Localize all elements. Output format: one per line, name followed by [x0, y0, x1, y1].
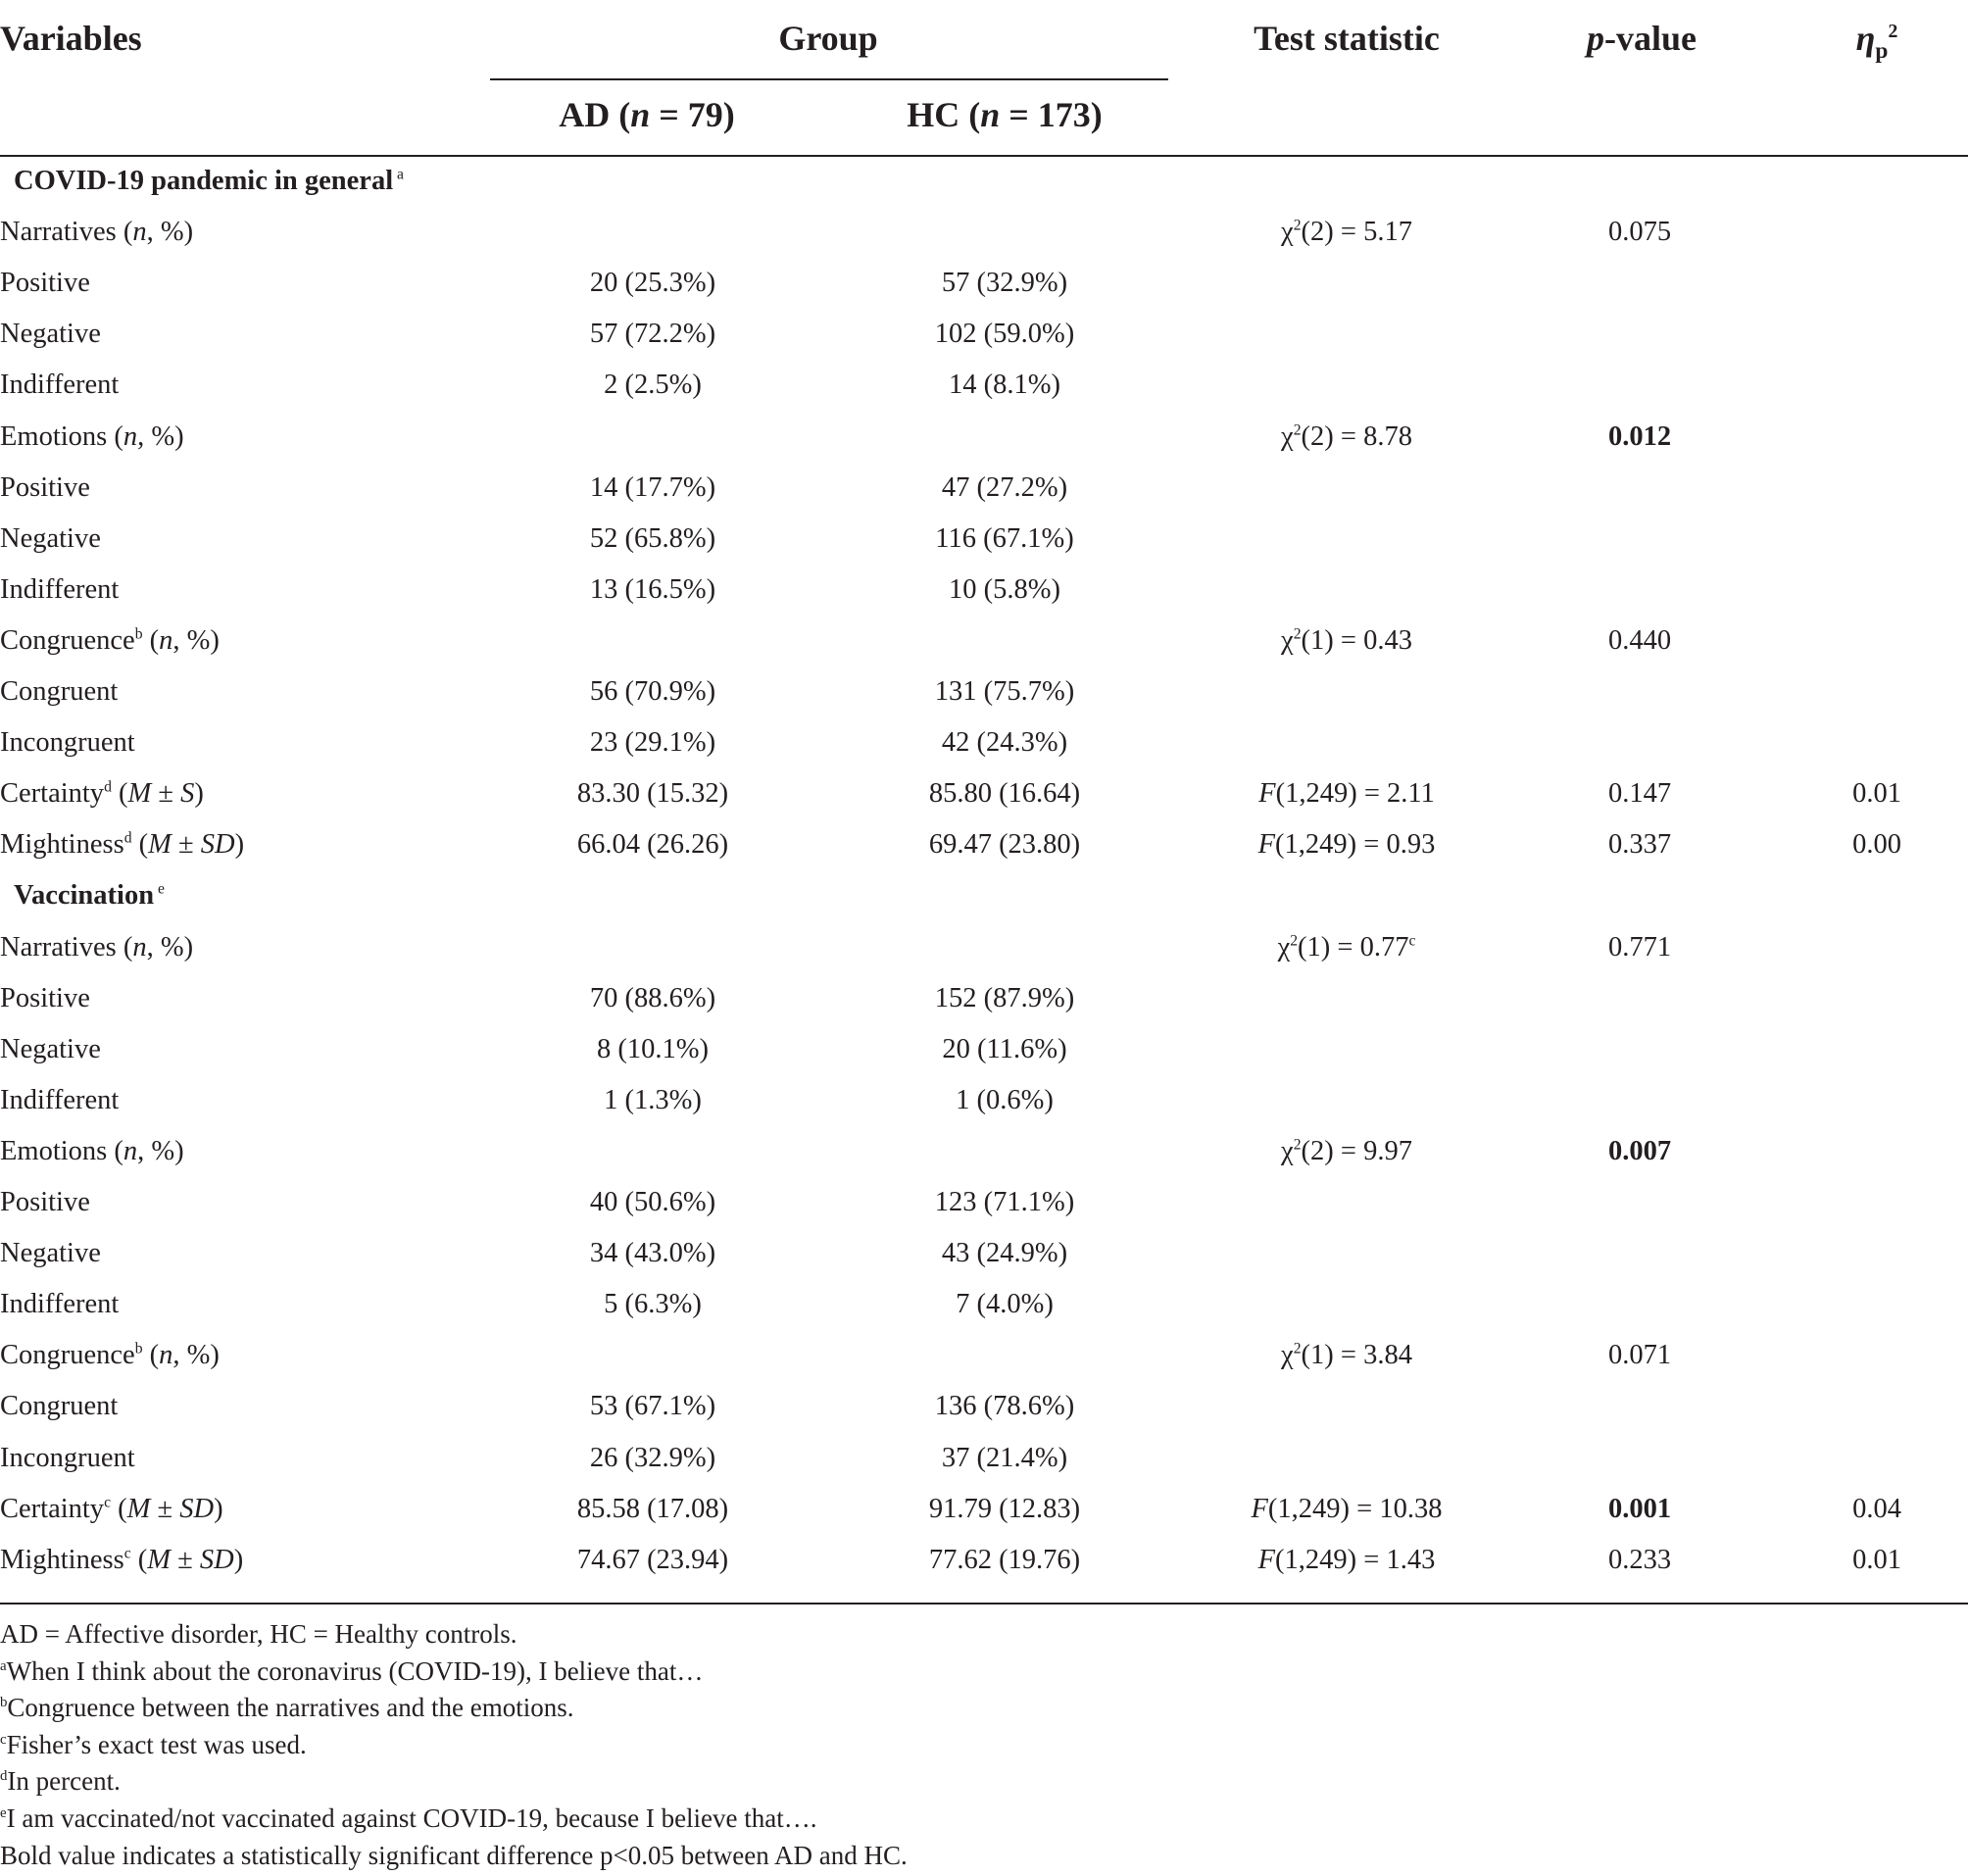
row-label: Emotions (n, %) [0, 420, 184, 452]
p-value: 0.440 [1607, 624, 1672, 656]
row-label: Positive [0, 471, 90, 503]
footnote: Bold value indicates a statistically significant difference p<0.05 between AD and HC. [0, 1840, 908, 1870]
ad-value: 1 (1.3%) [604, 1084, 702, 1115]
ad-value: 13 (16.5%) [589, 573, 716, 605]
hc-value: 47 (27.2%) [941, 471, 1068, 503]
ad-value: 53 (67.1%) [589, 1391, 716, 1422]
hc-value: = 173) [1000, 95, 1103, 134]
ad-value: 2 (2.5%) [604, 370, 702, 401]
footnote: $^e$I am vaccinated/not vaccinated against COVID-19, because I believe that…. [0, 1803, 817, 1833]
hc-value: 57 (32.9%) [941, 268, 1068, 299]
test-statistic: $\chi^2(1) = 0.43$ [1281, 624, 1412, 656]
hc-value: 152 (87.9%) [934, 982, 1075, 1013]
ad-value: 56 (70.9%) [589, 676, 716, 707]
hc-value: 1 (0.6%) [956, 1084, 1054, 1115]
hc-value: 69.47 (23.80) [928, 829, 1081, 861]
hc-value: 43 (24.9%) [941, 1238, 1068, 1269]
eta-value: 0.01 [1852, 1544, 1901, 1575]
ad-value: 83.30 (15.32) [576, 778, 729, 810]
ad-value: 14 (17.7%) [589, 471, 716, 503]
row-label: Positive [0, 1187, 90, 1217]
header-eta [1855, 18, 1898, 65]
row-label: Negative [0, 319, 101, 350]
header-test-statistic: Test statistic [1254, 19, 1440, 58]
header-variables: Variables [0, 19, 142, 58]
row-label: Certainty$^c$ (M ± SD) [0, 1493, 223, 1524]
row-label: Indifferent [0, 573, 120, 605]
row-label: Congruence$^b$ (n, %) [0, 1340, 220, 1371]
row-label: Negative [0, 522, 101, 554]
test-statistic: F(1,249) = 1.43 [1257, 1544, 1436, 1575]
ad-value: 20 (25.3%) [589, 268, 716, 299]
hc-value: 123 (71.1%) [934, 1187, 1075, 1217]
p-value: 0.001 [1607, 1493, 1672, 1524]
section-title: Vaccination $^e$ [14, 880, 165, 912]
row-label: Mightiness$^d$ (M ± SD) [0, 829, 245, 861]
hc-value: 10 (5.8%) [949, 573, 1060, 605]
test-statistic: $\chi^2(2) = 9.97$ [1281, 1135, 1412, 1166]
p-value: 0.071 [1607, 1340, 1672, 1371]
ad-value: 40 (50.6%) [589, 1187, 716, 1217]
footnote: $^a$When I think about the coronavirus (COVID-19), I believe that… [0, 1655, 704, 1686]
row-label: Indifferent [0, 1084, 120, 1115]
hc-value: 85.80 (16.64) [928, 778, 1081, 810]
ad-value: 70 (88.6%) [589, 982, 716, 1013]
ad-value: 8 (10.1%) [597, 1033, 709, 1064]
hc-value: 91.79 (12.83) [928, 1493, 1081, 1524]
hc-value: 136 (78.6%) [934, 1391, 1075, 1422]
hc-label: HC ( [907, 95, 981, 134]
test-statistic: F(1,249) = 10.38 [1251, 1493, 1443, 1524]
header-p-value [1587, 18, 1697, 59]
ad-n: n [630, 95, 651, 134]
hc-value: 14 (8.1%) [949, 370, 1060, 401]
row-label: Emotions (n, %) [0, 1135, 184, 1166]
p-value: 0.075 [1607, 217, 1672, 248]
test-statistic: $\chi^2(2) = 5.17$ [1281, 217, 1412, 248]
hc-value: 116 (67.1%) [935, 522, 1074, 554]
test-statistic: F(1,249) = 0.93 [1257, 829, 1436, 861]
hc-value: 20 (11.6%) [942, 1033, 1067, 1064]
row-label: Mightiness$^c$ (M ± SD) [0, 1544, 244, 1575]
test-statistic: F(1,249) = 2.11 [1258, 778, 1435, 810]
hc-value: 102 (59.0%) [934, 319, 1075, 350]
header-group: Group [778, 19, 878, 58]
eta-value: 0.01 [1852, 778, 1901, 810]
test-statistic: $\chi^2(2) = 8.78$ [1281, 420, 1412, 452]
row-label: Negative [0, 1033, 101, 1064]
header-bottom-rule [0, 155, 1968, 157]
row-label: Incongruent [0, 727, 135, 759]
ad-value: 66.04 (26.26) [576, 829, 729, 861]
hc-value: 7 (4.0%) [956, 1289, 1054, 1320]
ad-value: 74.67 (23.94) [576, 1544, 729, 1575]
ad-value: = 79) [650, 95, 735, 134]
test-statistic: $\chi^2(1) = 3.84$ [1281, 1340, 1412, 1371]
group-rule [490, 78, 1168, 80]
footnote: $^c$Fisher’s exact test was used. [0, 1729, 307, 1759]
header-ad [559, 94, 735, 135]
hc-n: n [980, 95, 1001, 134]
row-label: Congruence$^b$ (n, %) [0, 624, 220, 656]
row-label: Certainty$^d$ (M ± S) [0, 778, 204, 810]
row-label: Indifferent [0, 1289, 120, 1320]
table-bottom-rule [0, 1603, 1968, 1604]
p-italic: p [1587, 19, 1604, 58]
eta-value: 0.00 [1852, 829, 1901, 861]
section-title: COVID-19 pandemic in general $^a$ [14, 166, 404, 196]
hc-value: 131 (75.7%) [934, 676, 1075, 707]
eta-value: 0.04 [1852, 1493, 1901, 1524]
ad-value: 57 (72.2%) [589, 319, 716, 350]
footnote: AD = Affective disorder, HC = Healthy controls. [0, 1619, 517, 1649]
eta-sub: p [1875, 38, 1889, 65]
ad-value: 85.58 (17.08) [576, 1493, 729, 1524]
ad-value: 5 (6.3%) [604, 1289, 702, 1320]
header-hc [907, 94, 1103, 135]
ad-value: 23 (29.1%) [589, 727, 716, 759]
row-label: Narratives (n, %) [0, 217, 194, 248]
row-label: Incongruent [0, 1442, 135, 1473]
test-statistic: $\chi^2(1) = 0.77^c$ [1277, 931, 1416, 963]
p-value: 0.007 [1607, 1135, 1672, 1166]
p-value: 0.771 [1607, 931, 1672, 963]
hc-value: 42 (24.3%) [941, 727, 1068, 759]
hc-value: 37 (21.4%) [941, 1442, 1068, 1473]
hc-value: 77.62 (19.76) [928, 1544, 1081, 1575]
row-label: Indifferent [0, 370, 120, 401]
eta-symbol: η [1855, 19, 1876, 58]
p-rest: -value [1604, 19, 1697, 58]
row-label: Negative [0, 1238, 101, 1269]
ad-label: AD ( [559, 95, 631, 134]
p-value: 0.337 [1607, 829, 1672, 861]
eta-sup: 2 [1888, 21, 1898, 42]
p-value: 0.233 [1607, 1544, 1672, 1575]
p-value: 0.012 [1607, 420, 1672, 452]
ad-value: 34 (43.0%) [589, 1238, 716, 1269]
ad-value: 52 (65.8%) [589, 522, 716, 554]
footnote: $^d$In percent. [0, 1766, 121, 1797]
ad-value: 26 (32.9%) [589, 1442, 716, 1473]
row-label: Congruent [0, 1391, 119, 1422]
row-label: Congruent [0, 676, 119, 707]
row-label: Positive [0, 268, 90, 299]
row-label: Narratives (n, %) [0, 931, 194, 963]
row-label: Positive [0, 982, 90, 1013]
p-value: 0.147 [1607, 778, 1672, 810]
footnote: $^b$Congruence between the narratives and the emotions. [0, 1693, 574, 1723]
